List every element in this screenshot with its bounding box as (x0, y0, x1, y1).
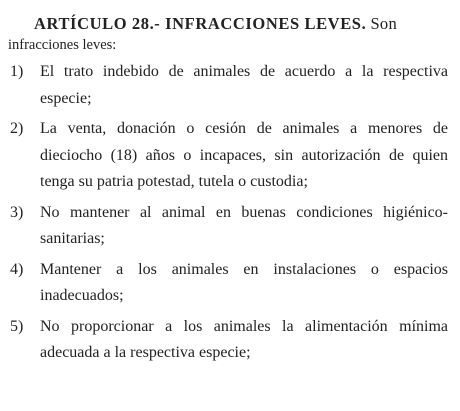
infractions-list (8, 59, 448, 367)
article-heading-continuation: Son (370, 14, 398, 33)
list-item-number: 5) (10, 317, 24, 335)
list-item-number: 3) (10, 203, 24, 221)
list-item-text: No proporcionar a los animales la alimentación mínima adecuada a la respectiva especie; (40, 317, 448, 361)
list-item (8, 116, 448, 196)
list-item (8, 59, 448, 112)
list-item (8, 257, 448, 310)
list-item-text: Mantener a los animales en instalaciones o espacios inadecuados; (40, 260, 448, 304)
list-item-text: No mantener al animal en buenas condiciones higiénico-sanitarias; (40, 203, 448, 247)
list-item-number: 1) (10, 63, 24, 80)
list-item-text: La venta, donación o cesión de animales a menores de dieciocho (18) años o incapaces, sin autorización de quien tenga su patria potestad, tutela o custodia; (40, 120, 448, 190)
article-title: ARTÍCULO 28.- INFRACCIONES LEVES. (34, 14, 367, 33)
list-item (8, 200, 448, 253)
article-heading (8, 12, 448, 35)
list-item (8, 314, 448, 367)
list-item-number: 4) (10, 260, 24, 278)
list-item-text: El trato indebido de animales de acuerdo a la respectiva especie; (40, 63, 448, 107)
list-item-number: 2) (10, 120, 24, 137)
article-intro: infracciones leves: (8, 37, 117, 53)
